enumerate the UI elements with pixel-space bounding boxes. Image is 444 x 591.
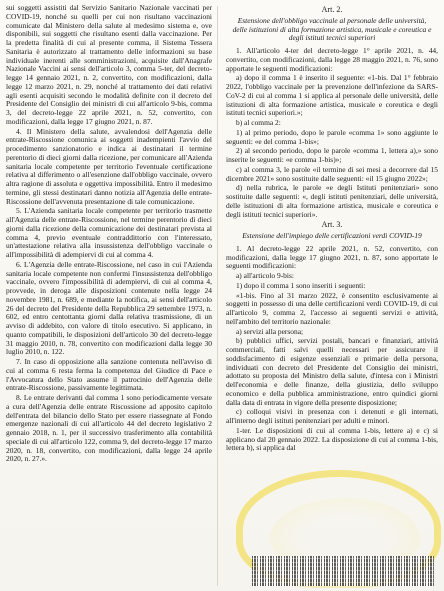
article-2-subtitle: Estensione dell'obbligo vaccinale al personale delle università, delle istituzioni di alta formazione artistica, musicale e coreutica e degli istituti tecnici superiori [232,15,432,43]
paragraph: 1. Al decreto-legge 22 aprile 2021, n. 52, convertito, con modificazioni, dalla legge 17 giugno 2021, n. 87, sono apportate le seguenti modificazioni: [226,243,438,271]
paragraph: 2) al secondo periodo, dopo le parole «comma 1, lettera a),» sono inserite le seguenti: «e comma 1-bis)»; [226,146,438,164]
paragraph: a) dopo il comma 1 è inserito il seguente: «1-bis. Dal 1° febbraio 2022, l'obbligo vaccinale per la prevenzione dell'infezione da SARS-CoV-2 di cui al comma 1 si applica al personale delle università, delle istituzioni di alta formazione artistica, musicale e coreutica e degli istituti tecnici superiori.»; [226,73,438,118]
paragraph: 1) al primo periodo, dopo le parole «comma 1» sono aggiunte le seguenti: «e del comma 1-bis»; [226,127,438,146]
paragraph: 8. Le entrate derivanti dal comma 1 sono periodicamente versate a cura dell'Agenzia delle entrate Riscossione ad apposito capitolo dell'entrata del bilancio dello Stato per essere riassegnate al Fondo emergenze nazionali di cui all'articolo 44 del decreto legislativo 2 gennaio 2018, n. 1, per il successivo trasferimento alla contabilità speciale di cui all'articolo 122, comma 9, del decreto-legge 17 marzo 2020, n. 18, convertito, con modificazioni, dalla legge 24 aprile 2020, n. 27.». [6,393,212,464]
paragraph: 1-ter. Le disposizioni di cui al comma 1-bis, lettere a) e c) si applicano dal 20 gennaio 2022. La disposizione di cui al comma 1-bis, lettera b), si applica dal [226,425,438,453]
article-3-subtitle: Estensione dell'impiego delle certificazioni verdi COVID-19 [242,231,422,240]
paragraph: a) all'articolo 9-bis: [236,271,294,280]
paragraph: 7. In caso di opposizione alla sanzione contenuta nell'avviso di cui al comma 6 resta ferma la competenza del Giudice di Pace e l'Avvocatura dello Stato assume il patrocinio dell'Agenzia delle entrate-Riscossione, passivamente legittimata. [6,357,212,393]
article-2-title: Art. 2. [321,5,343,14]
paragraph: 4. Il Ministero della salute, avvalendosi dell'Agenzia delle entrate-Riscossione comunica ai soggetti inadempienti l'avvio del procedimento sanzionatorio e indica ai destinatari il termine perentorio di dieci giorni dalla ricezione, per comunicare all'Azienda sanitaria locale competente per territorio l'eventuale certificazione relativa al differimento o all'esenzione dall'obbligo vaccinale, ovvero altra ragione di assoluta e oggettiva impossibilità. Entro il medesimo termine, gli stessi destinatari danno notizia all'Agenzia delle entrate-Riscossione dell'avvenuta presentazione di tale comunicazione. [6,126,212,206]
paragraph: b) al comma 2: [236,118,281,127]
paragraph: sui soggetti assistiti dal Servizio Sanitario Nazionale vaccinati per COVID-19, nonché su quelli per cui non risultano vaccinazioni comunicate dal Ministero della salute al medesimo sistema e, ove disponibili, sui soggetti che risultano esenti dalla vaccinazione. Per la predetta finalità di cui al presente comma, il Sistema Tessera Sanitaria è autorizzato al trattamento delle informazioni su base individuale inerenti alle somministrazioni, acquisite dall'Anagrafe Nazionale Vaccini ai sensi dell'articolo 3, comma 5-ter, del decreto-legge 14 gennaio 2021, n. 2, convertito, con modificazioni, dalla legge 12 marzo 2021, n. 29, nonché al trattamento dei dati relativi agli esenti acquisiti secondo le modalità definite con il decreto del Presidente del Consiglio dei ministri di cui all'articolo 9-bis, comma 3, del decreto-legge 22 aprile 2021, n. 52, convertito, con modificazioni, dalla legge 17 giugno 2021, n. 87. [6,4,212,126]
right-column [226,4,438,591]
barcode-graphic [252,556,434,586]
paragraph: c) al comma 3, le parole «il termine di sei mesi a decorrere dal 15 dicembre 2021» sono sostituite dalle seguenti: «il 15 giugno 2022»; [226,164,438,183]
paragraph: 1) dopo il comma 1 sono inseriti i seguenti: [236,280,366,290]
column-divider [217,6,218,586]
article-3-title: Art. 3. [321,220,343,230]
paragraph: b) pubblici uffici, servizi postali, bancari e finanziari, attività commerciali, fatti salvi quelli necessari per assicurare il soddisfacimento di esigenze essenziali e primarie della persona, individuati con decreto del Presidente del Consiglio dei ministri, adottato su proposta del Ministro della salute, d'intesa con i Ministri dell'economia e delle finanze, della giustizia, dello sviluppo economico e della pubblica amministrazione, entro quindici giorni dalla data di entrata in vigore della presente disposizione; [226,336,438,407]
paragraph: c) colloqui visivi in presenza con i detenuti e gli internati, all'interno degli istituti penitenziari per adulti e minori. [226,407,438,425]
paragraph: a) servizi alla persona; [236,326,304,336]
paragraph: 6. L'Agenzia delle entrate-Riscossione, nel caso in cui l'Azienda sanitaria locale competente non confermi l'insussistenza dell'obbligo vaccinale, ovvero l'impossibilità di adempiervi, di cui al comma 4, provvede, in deroga alle disposizioni contenute nella legge 24 novembre 1981, n. 689, e mediante la notifica, ai sensi dell'articolo 26 del decreto del Presidente della Repubblica 29 settembre 1973, n. 602, ed entro centottanta giorni dalla relativa trasmissione, di un avviso di addebito, con valore di titolo esecutivo. Si applicano, in quanto compatibili, le disposizioni dell'articolo 30 del decreto-legge 31 maggio 2010, n. 78, convertito con modificazioni dalla legge 30 luglio 2010, n. 122. [6,259,212,357]
paragraph: 1. All'articolo 4-ter del decreto-legge 1° aprile 2021, n. 44, convertito, con modificazioni, dalla legge 28 maggio 2021, n. 76, sono apportate le seguenti modificazioni: [226,46,438,73]
paragraph: «1-bis. Fino al 31 marzo 2022, è consentito esclusivamente ai soggetti in possesso di una delle certificazioni verdi COVID-19, di cui all'articolo 9, comma 2, l'accesso ai seguenti servizi e attività, nell'ambito del territorio nazionale: [226,290,438,326]
left-column [6,4,212,591]
paragraph: d) nella rubrica, le parole «e degli Istituti penitenziari» sono sostituite dalle seguenti: «, degli istituti penitenziari, delle università, delle istituzioni di alta formazione artistica, musicale e coreutica e degli istituti tecnici superiori». [226,183,438,219]
paragraph: 5. L'Azienda sanitaria locale competente per territorio trasmette all'Agenzia delle entrate-Riscossione, nel termine perentorio di dieci giorni dalla ricezione della comunicazione dei destinatari prevista al comma 4, previo eventuale contraddittorio con l'interessato, un'attestazione relativa alla insussistenza dell'obbligo vaccinale o all'impossibilità di adempiervi di cui al comma 4. [6,206,212,259]
